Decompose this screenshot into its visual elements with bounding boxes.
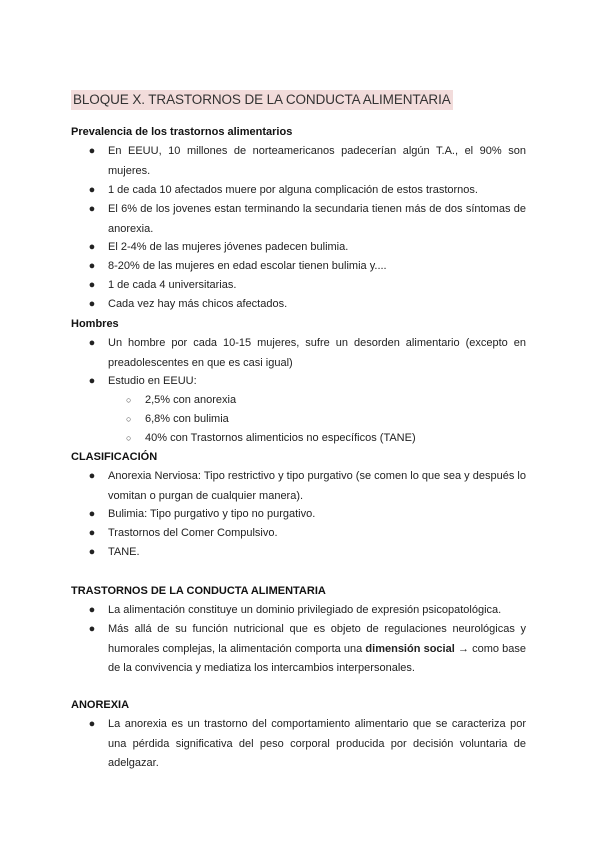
bullet-icon: ●: [88, 470, 96, 482]
list-item: 1 de cada 10 afectados muere por alguna complicación de estos trastornos.: [108, 184, 478, 196]
list-item: TANE.: [108, 546, 140, 558]
list-item: Trastornos del Comer Compulsivo.: [108, 527, 278, 539]
sub-bullet-icon: ○: [126, 395, 132, 405]
bullet-icon: ●: [88, 241, 96, 253]
list-item: En EEUU, 10 millones de norteamericanos padecerían algún T.A., el 90% son mujeres.: [108, 145, 526, 177]
document-title: BLOQUE X. TRASTORNOS DE LA CONDUCTA ALIMENTARIA: [71, 90, 453, 110]
bullet-icon: ●: [88, 337, 96, 349]
bullet-icon: ●: [88, 508, 96, 520]
heading-trastornos: TRASTORNOS DE LA CONDUCTA ALIMENTARIA: [71, 585, 326, 597]
bullet-icon: ●: [88, 527, 96, 539]
list-item: El 2-4% de las mujeres jóvenes padecen bulimia.: [108, 241, 349, 253]
sub-list-item: 6,8% con bulimia: [145, 413, 229, 425]
sub-bullet-icon: ○: [126, 433, 132, 443]
list-item: 8-20% de las mujeres en edad escolar tienen bulimia y....: [108, 260, 387, 272]
bullet-icon: ●: [88, 298, 96, 310]
bullet-icon: ●: [88, 718, 96, 730]
bullet-icon: ●: [88, 279, 96, 291]
list-item: La alimentación constituye un dominio privilegiado de expresión psicopatológica.: [108, 604, 502, 616]
list-item: 1 de cada 4 universitarias.: [108, 279, 237, 291]
sub-bullet-icon: ○: [126, 414, 132, 424]
sub-list-item: 2,5% con anorexia: [145, 394, 237, 406]
bullet-icon: ●: [88, 375, 96, 387]
list-item-text: Más allá de su función nutricional que es objeto de regulaciones neurológicas y humorales complejas, la alimentación comporta una: [108, 623, 526, 655]
sub-list-item: 40% con Trastornos alimenticios no específicos (TANE): [145, 432, 416, 444]
list-item: Un hombre por cada 10-15 mujeres, sufre un desorden alimentario (excepto en preadolescentes en que es casi igual): [108, 337, 526, 369]
heading-hombres: Hombres: [71, 318, 119, 330]
bullet-icon: ●: [88, 260, 96, 272]
list-item: Anorexia Nerviosa: Tipo restrictivo y tipo purgativo (se comen lo que sea y después lo vomitan o purgan de cualquier manera).: [108, 470, 526, 502]
list-item: El 6% de los jovenes estan terminando la secundaria tienen más de dos síntomas de anorexia.: [108, 203, 526, 235]
bullet-icon: ●: [88, 184, 96, 196]
list-item: Bulimia: Tipo purgativo y tipo no purgativo.: [108, 508, 316, 520]
dimension-social-bold: dimensión social: [365, 642, 455, 655]
bullet-icon: ●: [88, 203, 96, 215]
bullet-icon: ●: [88, 623, 96, 635]
heading-prevalencia: Prevalencia de los trastornos alimentarios: [71, 126, 293, 138]
heading-anorexia: ANOREXIA: [71, 699, 130, 711]
bullet-icon: ●: [88, 145, 96, 157]
list-item: Cada vez hay más chicos afectados.: [108, 298, 288, 310]
list-item: La anorexia es un trastorno del comportamiento alimentario que se caracteriza por una pérdida significativa del peso corporal producida por decisión voluntaria de adelgazar.: [108, 718, 526, 769]
list-item: Estudio en EEUU:: [108, 375, 197, 387]
list-item: [108, 620, 526, 679]
bullet-icon: ●: [88, 546, 96, 558]
list-item-text: → como base de la convivencia y mediatiza los intercambios interpersonales.: [108, 642, 527, 674]
heading-clasificacion: CLASIFICACIÓN: [71, 451, 158, 463]
bullet-icon: ●: [88, 604, 96, 616]
